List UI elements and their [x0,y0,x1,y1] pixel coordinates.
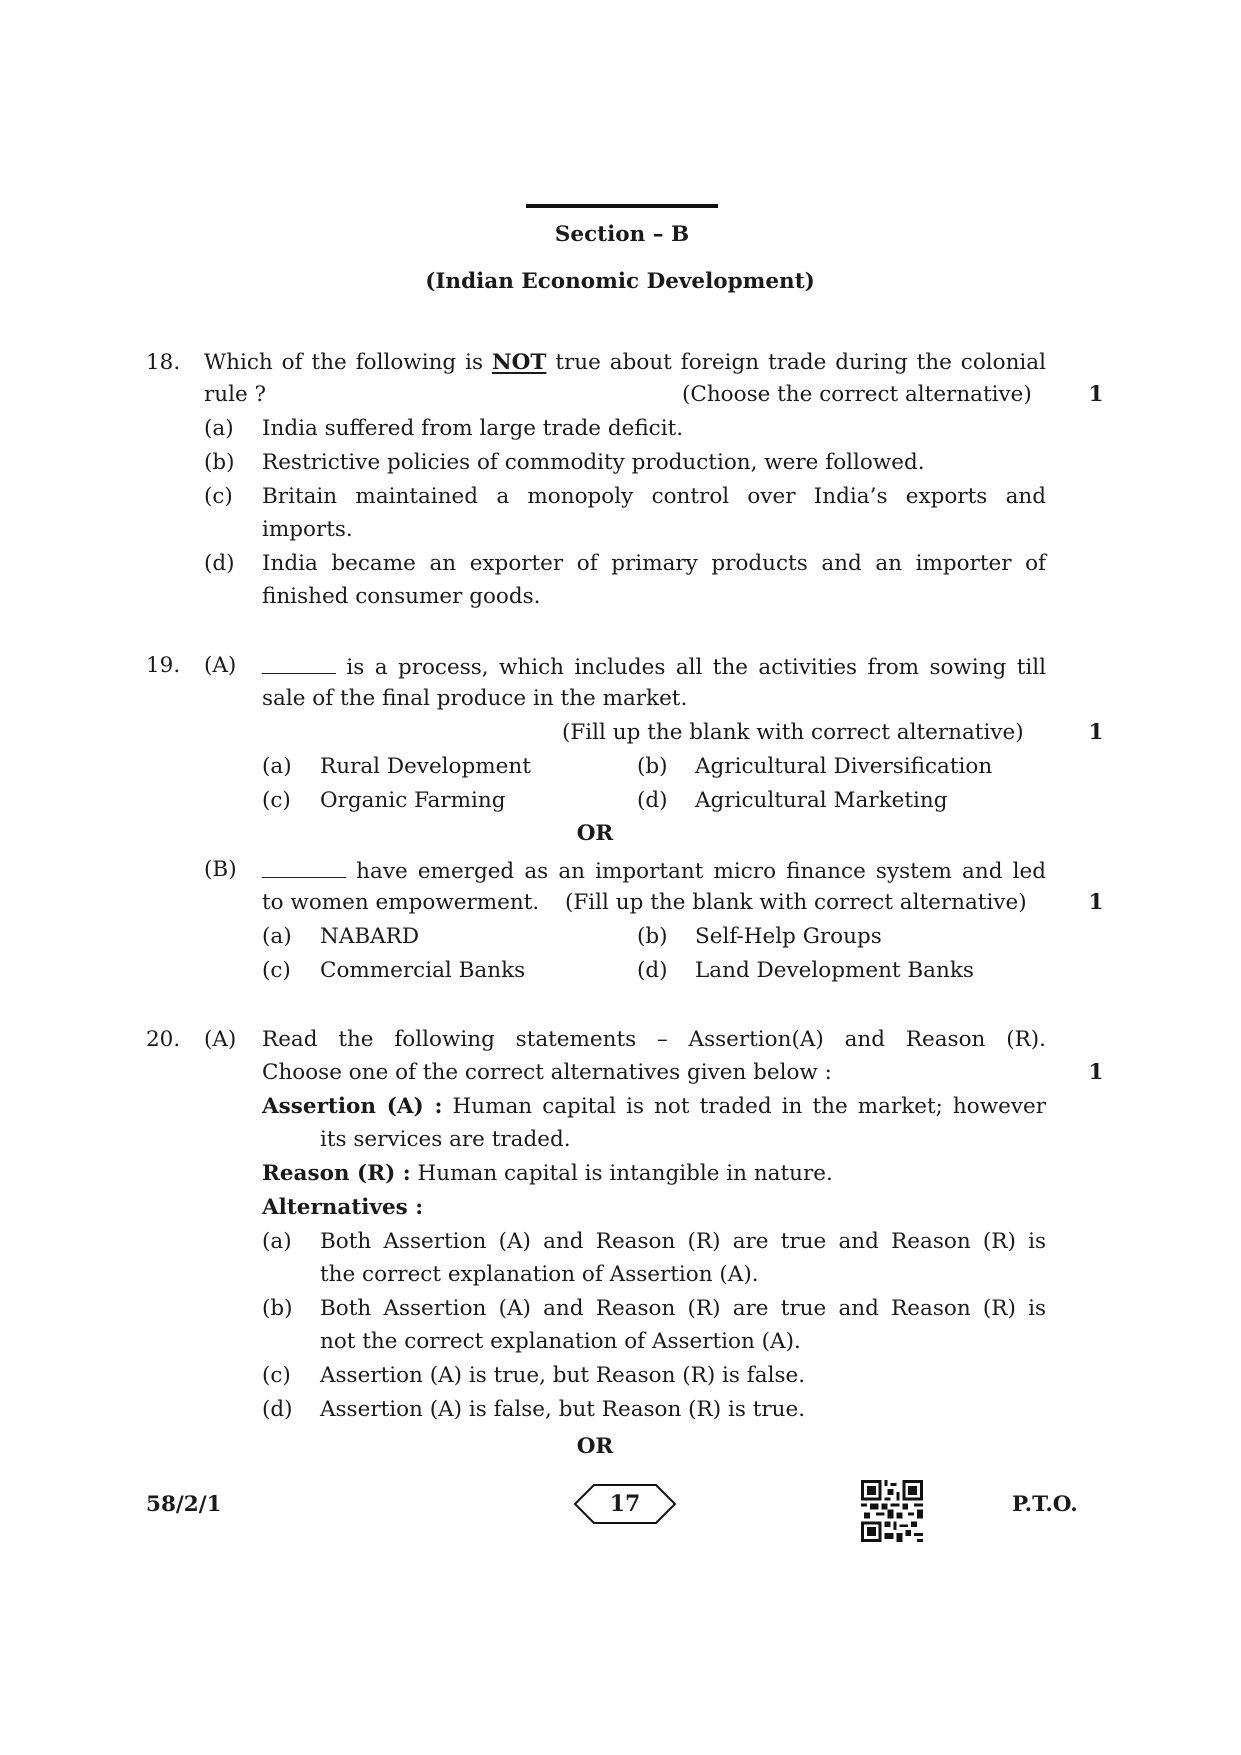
option-label: (b) [637,754,668,779]
part-label: (A) [204,1027,237,1052]
section-title: Section – B [554,222,690,247]
instruction: (Choose the correct alternative) [682,382,1032,407]
question-text: have emerged as an important micro finance system and led [262,859,1046,883]
reason: Reason (R) : Human capital is intangible in nature. [262,1161,833,1186]
question-text: Read the following statements – Assertion(A) and Reason (R). [262,1027,1046,1052]
option-label: (d) [637,958,668,983]
option-label: (b) [204,450,235,475]
qr-code-icon [861,1480,923,1542]
option-text: Britain maintained a monopoly control over India’s exports and [262,484,1046,509]
option-label: (b) [262,1296,293,1321]
paper-code: 58/2/1 [146,1492,222,1517]
page-number: 17 [609,1491,641,1517]
option-text: Agricultural Diversification [695,754,993,779]
please-turn-over: P.T.O. [1012,1492,1078,1517]
question-text-line2: to women empowerment. [262,890,540,915]
option-text: Restrictive policies of commodity production, were followed. [262,450,925,475]
question-text: is a process, which includes all the activities from sowing till [262,655,1046,679]
or-separator: OR [576,821,614,846]
question-text-line2: Choose one of the correct alternatives given below : [262,1060,832,1085]
question-number: 18. [146,350,181,375]
option-text-line2: not the correct explanation of Assertion (A). [320,1329,801,1354]
option-label: (c) [262,1363,291,1388]
section-subtitle: (Indian Economic Development) [425,269,815,294]
question-text-line2: rule ? [204,382,267,407]
option-label: (a) [262,754,292,779]
option-label: (c) [262,788,291,813]
option-text: Organic Farming [320,788,506,813]
option-label: (d) [204,551,235,576]
reason-label: Reason (R) : [262,1161,411,1186]
assertion-text-line2: its services are traded. [320,1127,571,1152]
instruction: (Fill up the blank with correct alternative) [562,720,1024,745]
option-text-line2: finished consumer goods. [262,584,541,609]
option-label: (c) [262,958,291,983]
alternatives-heading: Alternatives : [262,1195,424,1220]
option-text: NABARD [320,924,420,949]
option-label: (c) [204,484,233,509]
option-text-line2: the correct explanation of Assertion (A). [320,1262,759,1287]
option-text: Both Assertion (A) and Reason (R) are true and Reason (R) is [320,1296,1046,1321]
section-rule [526,204,718,208]
option-text: Assertion (A) is false, but Reason (R) is true. [320,1397,806,1422]
option-text: Assertion (A) is true, but Reason (R) is false. [320,1363,806,1388]
question-text: Which of the following is NOT true about foreign trade during the colonial [204,350,1046,375]
option-text: Self-Help Groups [695,924,882,949]
marks: 1 [1088,1060,1104,1085]
assertion: Assertion (A) : Human capital is not traded in the market; however [262,1094,1046,1119]
option-text: India became an exporter of primary products and an importer of [262,551,1046,576]
option-text: Rural Development [320,754,531,779]
option-text: Agricultural Marketing [695,788,948,813]
assertion-label: Assertion (A) : [262,1094,443,1119]
option-text: Commercial Banks [320,958,526,983]
option-label: (a) [204,416,234,441]
option-label: (b) [637,924,668,949]
marks: 1 [1088,720,1104,745]
option-label: (a) [262,924,292,949]
option-label: (d) [262,1397,293,1422]
option-text: India suffered from large trade deficit. [262,416,684,441]
marks: 1 [1088,382,1104,407]
or-separator: OR [576,1434,614,1459]
question-number: 20. [146,1027,181,1052]
part-label: (A) [204,653,237,678]
page-number-badge [574,1483,676,1525]
option-text-line2: imports. [262,517,353,542]
question-number: 19. [146,653,181,678]
option-text: Land Development Banks [695,958,974,983]
option-text: Both Assertion (A) and Reason (R) are true and Reason (R) is [320,1229,1046,1254]
part-label: (B) [204,857,237,882]
option-label: (d) [637,788,668,813]
fill-blank [262,859,346,878]
option-label: (a) [262,1229,292,1254]
instruction: (Fill up the blank with correct alternative) [565,890,1027,915]
question-text-line2: sale of the final produce in the market. [262,686,688,711]
emphasis-not: NOT [492,350,547,375]
marks: 1 [1088,890,1104,915]
fill-blank [262,655,336,674]
